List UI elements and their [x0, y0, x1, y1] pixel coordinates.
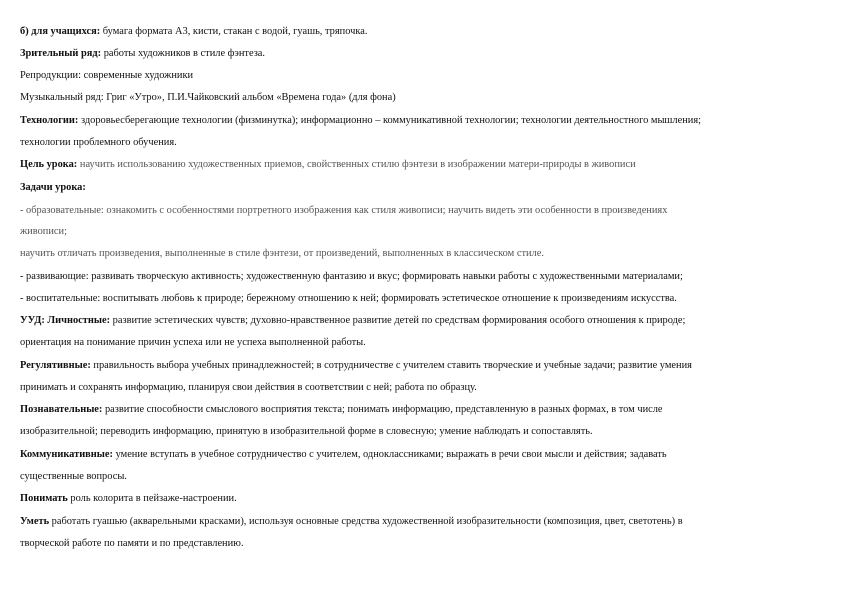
- understand-text: роль колорита в пейзаже-настроении.: [67, 493, 237, 504]
- be-able-text: работать гуашью (акварельными красками), используя основные средства художественной изобразительности (композиция, цвет, светотень) в: [49, 516, 683, 527]
- understand-label: Понимать: [20, 493, 68, 504]
- lesson-goal-label: Цель урока:: [20, 159, 78, 170]
- personal-uud-line-cont: [20, 336, 824, 350]
- educational-task-text-cont2: научить отличать произведения, выполненные в стиле фэнтези, от произведений, выполненных в классическом стиле.: [20, 248, 544, 259]
- upbringing-task-text: - воспитательные: воспитывать любовь к природе; бережному отношению к ней; формировать эстетическое отношение к произведениям искусства.: [20, 293, 677, 304]
- educational-task-text-cont: живописи;: [20, 226, 67, 237]
- developmental-task-line: [20, 270, 824, 284]
- personal-uud-line: [20, 314, 824, 328]
- visual-row-text: работы художников в стиле фэнтеза.: [101, 48, 266, 59]
- technologies-text: здоровьесберегающие технологии (физминутка); информационно – коммуникативной технологии; технологии деятельностного мышления;: [78, 115, 702, 126]
- technologies-line: [20, 114, 824, 128]
- visual-row-label: Зрительный ряд:: [20, 48, 102, 59]
- regulatory-uud-text-cont: принимать и сохранять информацию, планируя свои действия в соответствии с ней; работа по образцу.: [20, 382, 477, 393]
- regulatory-uud-text: правильность выбора учебных принадлежностей; в сотрудничестве с учителем ставить творческие и учебные задачи; развитие умения: [90, 360, 692, 371]
- communicative-uud-text-cont: существенные вопросы.: [20, 471, 127, 482]
- be-able-text-cont: творческой работе по памяти и по представлению.: [20, 538, 244, 549]
- materials-text: бумага формата А3, кисти, стакан с водой, гуашь, тряпочка.: [100, 26, 368, 37]
- materials-line: [20, 25, 824, 39]
- educational-task-line: [20, 204, 824, 218]
- lesson-tasks-label: Задачи урока:: [20, 182, 86, 193]
- developmental-task-text: - развивающие: развивать творческую активность; художественную фантазию и вкус; формировать навыки работы с художественными материалами;: [20, 271, 683, 282]
- personal-uud-text: развитие эстетических чувств; духовно-нравственное развитие детей по средствам формирования особого отношения к природе;: [110, 315, 686, 326]
- be-able-line: [20, 515, 824, 529]
- music-row-text: Музыкальный ряд: Григ «Утро», П.И.Чайковский альбом «Времена года» (для фона): [20, 92, 396, 103]
- cognitive-uud-text: развитие способности смыслового восприятия текста; понимать информацию, представленную в разных формах, в том числе: [102, 404, 663, 415]
- personal-uud-label: УУД: Личностные:: [20, 315, 111, 326]
- reproductions-text: Репродукции: современные художники: [20, 70, 194, 81]
- personal-uud-text-cont: ориентация на понимание причин успеха или не успеха выполненной работы.: [20, 337, 366, 348]
- be-able-line-cont: [20, 537, 824, 551]
- lesson-goal-text: научить использованию художественных приемов, свойственных стилю фэнтези в изображении матери-природы в живописи: [77, 159, 636, 170]
- communicative-uud-line-cont: [20, 470, 824, 484]
- communicative-uud-text: умение вступать в учебное сотрудничество с учителем, одноклассниками; выражать в речи свои мысли и действия; задавать: [112, 449, 667, 460]
- lesson-tasks-heading: [20, 181, 824, 195]
- educational-task-line-cont: [20, 225, 824, 239]
- visual-row-line: [20, 47, 824, 61]
- music-row-line: [20, 91, 824, 105]
- regulatory-uud-label: Регулятивные:: [20, 360, 91, 371]
- reproductions-line: [20, 69, 824, 83]
- educational-task-text: - образовательные: ознакомить с особенностями портретного изображения как стиля живописи; научить видеть эти особенности в произведениях: [20, 205, 668, 216]
- technologies-text-cont: технологии проблемного обучения.: [20, 137, 177, 148]
- be-able-label: Уметь: [20, 516, 50, 527]
- regulatory-uud-line: [20, 359, 824, 373]
- understand-line: [20, 492, 824, 506]
- communicative-uud-line: [20, 448, 824, 462]
- upbringing-task-line: [20, 292, 824, 306]
- cognitive-uud-text-cont: изобразительной; переводить информацию, принятую в изобразительной форме в словесную; умение наблюдать и сопоставлять.: [20, 426, 593, 437]
- materials-label: б) для учащихся:: [20, 26, 101, 37]
- regulatory-uud-line-cont: [20, 381, 824, 395]
- lesson-goal-line: [20, 158, 824, 172]
- technologies-label: Технологии:: [20, 115, 79, 126]
- cognitive-uud-line: [20, 403, 824, 417]
- communicative-uud-label: Коммуникативные:: [20, 449, 113, 460]
- cognitive-uud-line-cont: [20, 425, 824, 439]
- cognitive-uud-label: Познавательные:: [20, 404, 103, 415]
- educational-task-line-cont2: [20, 247, 824, 261]
- technologies-line-cont: [20, 136, 824, 150]
